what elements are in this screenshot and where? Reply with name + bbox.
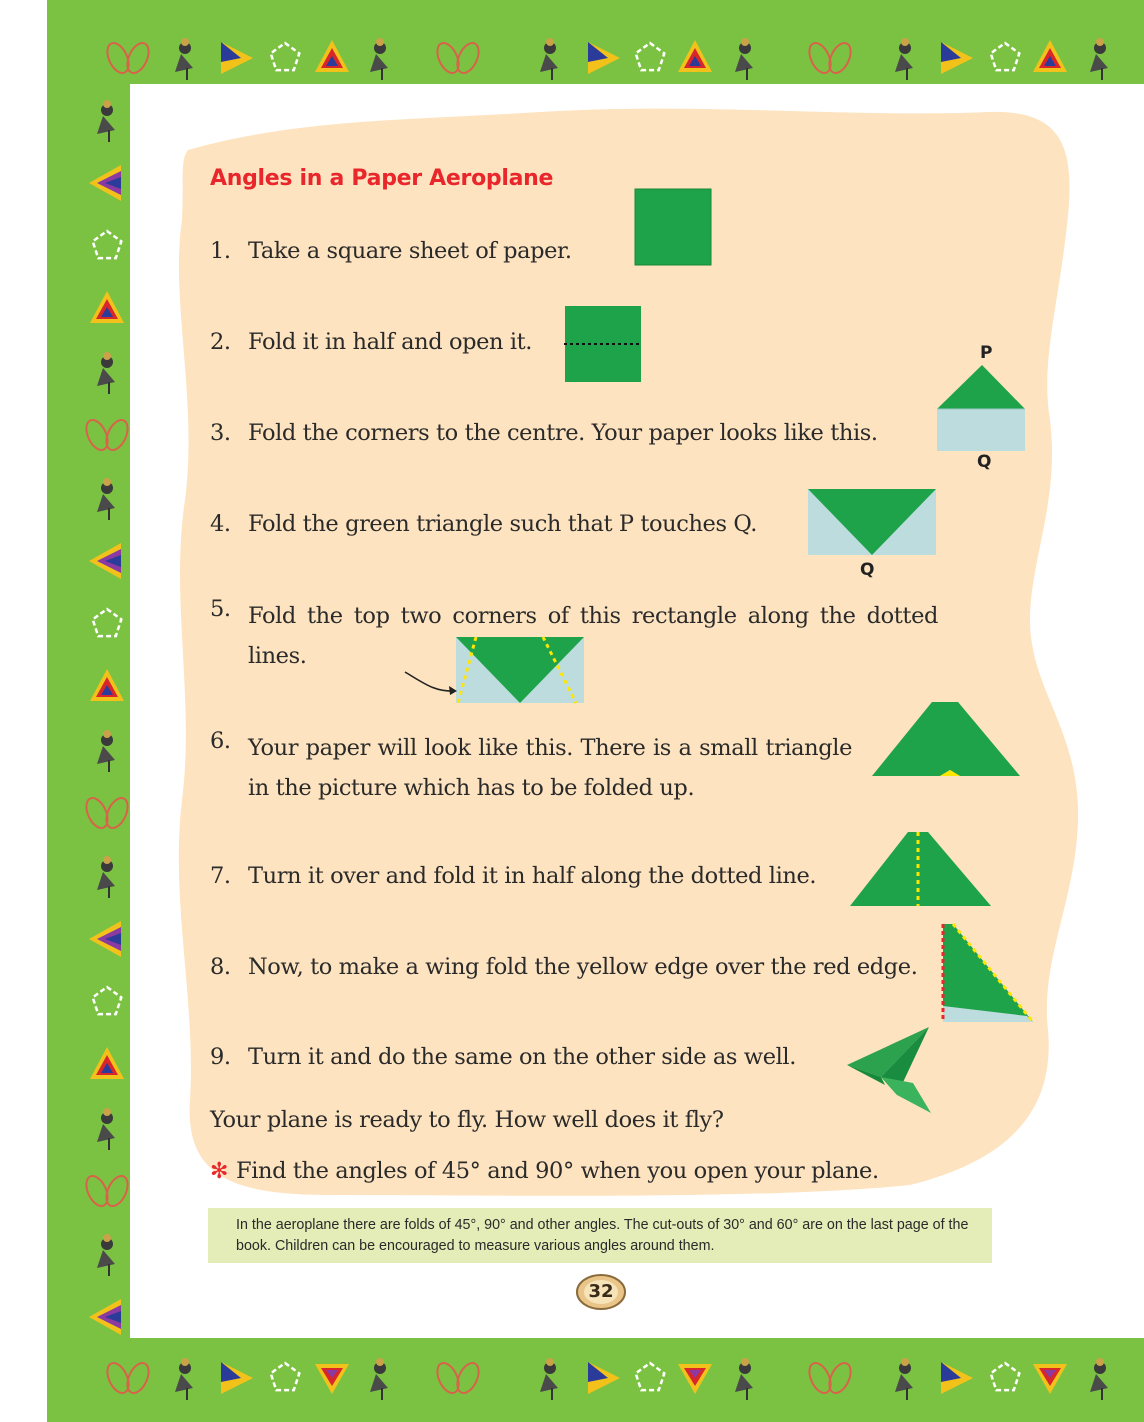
label-q: Q (977, 452, 992, 472)
step-number: 9. (210, 1044, 231, 1070)
folded-plane-figure (870, 700, 1022, 782)
label-p: P (980, 343, 993, 363)
step-2 (210, 329, 532, 355)
dotted-lines-figure (395, 634, 590, 708)
section-title: Angles in a Paper Aeroplane (210, 166, 554, 191)
asterisk-icon: ✻ (210, 1159, 229, 1184)
step-text: Turn it over and fold it in half along the dotted line. (248, 863, 817, 889)
step-text: Fold the top two corners of this rectangle along the dotted lines. (248, 603, 938, 669)
task-line (210, 1158, 879, 1184)
step-6 (210, 728, 852, 808)
step-text: Fold it in half and open it. (248, 329, 533, 355)
step-number: 8. (210, 954, 231, 980)
step-9 (210, 1044, 796, 1070)
step-4 (210, 511, 757, 537)
step-number: 6. (210, 728, 231, 754)
step-number: 5. (210, 596, 231, 622)
paper-plane-figure (845, 1025, 935, 1115)
task-text: Find the angles of 45° and 90° when you open your plane. (236, 1158, 879, 1184)
step-7 (210, 863, 816, 889)
step-text: Now, to make a wing fold the yellow edge over the red edge. (248, 954, 918, 980)
page-number-badge (575, 1272, 627, 1312)
teacher-note: In the aeroplane there are folds of 45°, 90° and other angles. The cut-outs of 30° and 60° are on the last page of the book. Children can be encouraged to measure various angles around them. (236, 1217, 969, 1254)
page-number: 32 (588, 1281, 614, 1302)
step-text: Fold the corners to the centre. Your paper looks like this. (248, 420, 878, 446)
step-1 (210, 238, 572, 264)
half-fold-figure (564, 305, 642, 383)
half-fold-dotted-figure (848, 830, 993, 910)
wing-fold-figure (937, 920, 1037, 1028)
step-text: Take a square sheet of paper. (248, 238, 572, 264)
square-paper-figure (634, 188, 712, 266)
step-text: Fold the green triangle such that P touches Q. (248, 511, 758, 537)
corners-folded-figure (934, 365, 1028, 453)
teacher-note-box (208, 1208, 992, 1263)
step-number: 1. (210, 238, 231, 264)
ready-text: Your plane is ready to fly. How well does it fly? (210, 1107, 724, 1133)
step-number: 3. (210, 420, 231, 446)
step-8 (210, 954, 917, 980)
step-number: 4. (210, 511, 231, 537)
step-number: 2. (210, 329, 231, 355)
step-number: 7. (210, 863, 231, 889)
label-q: Q (860, 560, 875, 580)
step-text: Your paper will look like this. There is a small triangle in the picture which has to be folded up. (248, 735, 852, 801)
triangle-folded-figure (807, 488, 937, 558)
step-text: Turn it and do the same on the other side as well. (248, 1044, 796, 1070)
step-3 (210, 420, 878, 446)
